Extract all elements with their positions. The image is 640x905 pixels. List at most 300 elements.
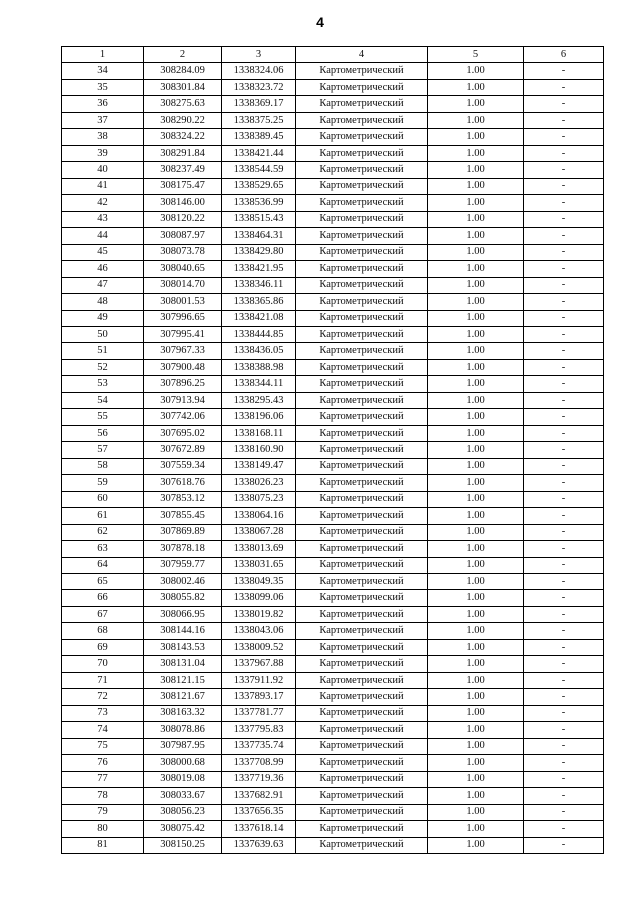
method-cell: Картометрический	[296, 491, 428, 507]
note-cell: -	[524, 211, 604, 227]
point-number-cell: 60	[62, 491, 144, 507]
accuracy-cell: 1.00	[428, 672, 524, 688]
point-number-cell: 43	[62, 211, 144, 227]
method-cell: Картометрический	[296, 705, 428, 721]
x-coordinate-cell: 308121.15	[144, 672, 222, 688]
table-row	[62, 837, 604, 853]
note-cell: -	[524, 738, 604, 754]
accuracy-cell: 1.00	[428, 79, 524, 95]
table-row	[62, 343, 604, 359]
accuracy-cell: 1.00	[428, 656, 524, 672]
note-cell: -	[524, 623, 604, 639]
method-cell: Картометрический	[296, 376, 428, 392]
accuracy-cell: 1.00	[428, 425, 524, 441]
point-number-cell: 64	[62, 557, 144, 573]
x-coordinate-cell: 308075.42	[144, 821, 222, 837]
point-number-cell: 50	[62, 326, 144, 342]
method-cell: Картометрический	[296, 162, 428, 178]
accuracy-cell: 1.00	[428, 211, 524, 227]
point-number-cell: 41	[62, 178, 144, 194]
table-row	[62, 574, 604, 590]
x-coordinate-cell: 307878.18	[144, 541, 222, 557]
accuracy-cell: 1.00	[428, 639, 524, 655]
accuracy-cell: 1.00	[428, 557, 524, 573]
table-row	[62, 359, 604, 375]
point-number-cell: 67	[62, 606, 144, 622]
accuracy-cell: 1.00	[428, 788, 524, 804]
method-cell: Картометрический	[296, 755, 428, 771]
accuracy-cell: 1.00	[428, 722, 524, 738]
accuracy-cell: 1.00	[428, 376, 524, 392]
table-row	[62, 392, 604, 408]
x-coordinate-cell: 307695.02	[144, 425, 222, 441]
x-coordinate-cell: 308291.84	[144, 145, 222, 161]
accuracy-cell: 1.00	[428, 63, 524, 79]
x-coordinate-cell: 307900.48	[144, 359, 222, 375]
point-number-cell: 55	[62, 409, 144, 425]
note-cell: -	[524, 821, 604, 837]
table-row	[62, 442, 604, 458]
point-number-cell: 56	[62, 425, 144, 441]
point-number-cell: 77	[62, 771, 144, 787]
table-row	[62, 310, 604, 326]
note-cell: -	[524, 261, 604, 277]
y-coordinate-cell: 1337719.36	[222, 771, 296, 787]
y-coordinate-cell: 1338149.47	[222, 458, 296, 474]
note-cell: -	[524, 722, 604, 738]
method-cell: Картометрический	[296, 228, 428, 244]
method-cell: Картометрический	[296, 689, 428, 705]
accuracy-cell: 1.00	[428, 326, 524, 342]
y-coordinate-cell: 1338388.98	[222, 359, 296, 375]
table-row	[62, 722, 604, 738]
x-coordinate-cell: 308237.49	[144, 162, 222, 178]
accuracy-cell: 1.00	[428, 145, 524, 161]
table-row	[62, 771, 604, 787]
accuracy-cell: 1.00	[428, 606, 524, 622]
x-coordinate-cell: 308040.65	[144, 261, 222, 277]
method-cell: Картометрический	[296, 821, 428, 837]
note-cell: -	[524, 376, 604, 392]
point-number-cell: 37	[62, 112, 144, 128]
y-coordinate-cell: 1338429.80	[222, 244, 296, 260]
note-cell: -	[524, 705, 604, 721]
table-row	[62, 475, 604, 491]
note-cell: -	[524, 343, 604, 359]
accuracy-cell: 1.00	[428, 755, 524, 771]
method-cell: Картометрический	[296, 442, 428, 458]
x-coordinate-cell: 308144.16	[144, 623, 222, 639]
note-cell: -	[524, 112, 604, 128]
point-number-cell: 78	[62, 788, 144, 804]
y-coordinate-cell: 1337893.17	[222, 689, 296, 705]
method-cell: Картометрический	[296, 771, 428, 787]
x-coordinate-cell: 308324.22	[144, 129, 222, 145]
note-cell: -	[524, 409, 604, 425]
x-coordinate-cell: 308150.25	[144, 837, 222, 853]
method-cell: Картометрический	[296, 425, 428, 441]
x-coordinate-cell: 308033.67	[144, 788, 222, 804]
point-number-cell: 48	[62, 294, 144, 310]
table-row	[62, 211, 604, 227]
accuracy-cell: 1.00	[428, 343, 524, 359]
y-coordinate-cell: 1338049.35	[222, 574, 296, 590]
accuracy-cell: 1.00	[428, 277, 524, 293]
point-number-cell: 76	[62, 755, 144, 771]
note-cell: -	[524, 425, 604, 441]
method-cell: Картометрический	[296, 112, 428, 128]
x-coordinate-cell: 308073.78	[144, 244, 222, 260]
accuracy-cell: 1.00	[428, 804, 524, 820]
note-cell: -	[524, 771, 604, 787]
method-cell: Картометрический	[296, 606, 428, 622]
note-cell: -	[524, 458, 604, 474]
y-coordinate-cell: 1337911.92	[222, 672, 296, 688]
y-coordinate-cell: 1337735.74	[222, 738, 296, 754]
table-row	[62, 228, 604, 244]
table-row	[62, 261, 604, 277]
accuracy-cell: 1.00	[428, 689, 524, 705]
point-number-cell: 62	[62, 524, 144, 540]
accuracy-cell: 1.00	[428, 541, 524, 557]
point-number-cell: 74	[62, 722, 144, 738]
point-number-cell: 45	[62, 244, 144, 260]
table-row	[62, 788, 604, 804]
y-coordinate-cell: 1338160.90	[222, 442, 296, 458]
note-cell: -	[524, 788, 604, 804]
note-cell: -	[524, 277, 604, 293]
column-header: 1	[62, 47, 144, 63]
point-number-cell: 40	[62, 162, 144, 178]
method-cell: Картометрический	[296, 244, 428, 260]
y-coordinate-cell: 1338013.69	[222, 541, 296, 557]
accuracy-cell: 1.00	[428, 112, 524, 128]
point-number-cell: 34	[62, 63, 144, 79]
y-coordinate-cell: 1338043.06	[222, 623, 296, 639]
accuracy-cell: 1.00	[428, 359, 524, 375]
table-row	[62, 541, 604, 557]
note-cell: -	[524, 541, 604, 557]
x-coordinate-cell: 308290.22	[144, 112, 222, 128]
y-coordinate-cell: 1338369.17	[222, 96, 296, 112]
accuracy-cell: 1.00	[428, 475, 524, 491]
point-number-cell: 61	[62, 508, 144, 524]
accuracy-cell: 1.00	[428, 261, 524, 277]
note-cell: -	[524, 491, 604, 507]
note-cell: -	[524, 145, 604, 161]
note-cell: -	[524, 195, 604, 211]
x-coordinate-cell: 307913.94	[144, 392, 222, 408]
method-cell: Картометрический	[296, 145, 428, 161]
point-number-cell: 42	[62, 195, 144, 211]
x-coordinate-cell: 308087.97	[144, 228, 222, 244]
table-row	[62, 63, 604, 79]
table-row	[62, 178, 604, 194]
y-coordinate-cell: 1338375.25	[222, 112, 296, 128]
method-cell: Картометрический	[296, 639, 428, 655]
note-cell: -	[524, 442, 604, 458]
y-coordinate-cell: 1338323.72	[222, 79, 296, 95]
x-coordinate-cell: 308055.82	[144, 590, 222, 606]
point-number-cell: 63	[62, 541, 144, 557]
method-cell: Картометрический	[296, 326, 428, 342]
y-coordinate-cell: 1338365.86	[222, 294, 296, 310]
y-coordinate-cell: 1338515.43	[222, 211, 296, 227]
table-body	[62, 63, 604, 854]
table-row	[62, 705, 604, 721]
x-coordinate-cell: 307967.33	[144, 343, 222, 359]
point-number-cell: 39	[62, 145, 144, 161]
method-cell: Картометрический	[296, 79, 428, 95]
note-cell: -	[524, 837, 604, 853]
point-number-cell: 72	[62, 689, 144, 705]
accuracy-cell: 1.00	[428, 178, 524, 194]
y-coordinate-cell: 1337682.91	[222, 788, 296, 804]
x-coordinate-cell: 307618.76	[144, 475, 222, 491]
x-coordinate-cell: 308078.86	[144, 722, 222, 738]
y-coordinate-cell: 1338196.06	[222, 409, 296, 425]
coordinates-table	[61, 46, 604, 854]
method-cell: Картометрический	[296, 261, 428, 277]
table-row	[62, 294, 604, 310]
table-row	[62, 458, 604, 474]
method-cell: Картометрический	[296, 788, 428, 804]
note-cell: -	[524, 162, 604, 178]
table-row	[62, 112, 604, 128]
y-coordinate-cell: 1337708.99	[222, 755, 296, 771]
method-cell: Картометрический	[296, 409, 428, 425]
y-coordinate-cell: 1338324.06	[222, 63, 296, 79]
method-cell: Картометрический	[296, 458, 428, 474]
header-row	[62, 47, 604, 63]
y-coordinate-cell: 1338436.05	[222, 343, 296, 359]
accuracy-cell: 1.00	[428, 442, 524, 458]
x-coordinate-cell: 308163.32	[144, 705, 222, 721]
y-coordinate-cell: 1338444.85	[222, 326, 296, 342]
accuracy-cell: 1.00	[428, 228, 524, 244]
note-cell: -	[524, 228, 604, 244]
y-coordinate-cell: 1338064.16	[222, 508, 296, 524]
method-cell: Картометрический	[296, 804, 428, 820]
note-cell: -	[524, 639, 604, 655]
y-coordinate-cell: 1338295.43	[222, 392, 296, 408]
point-number-cell: 80	[62, 821, 144, 837]
y-coordinate-cell: 1337795.83	[222, 722, 296, 738]
y-coordinate-cell: 1338421.08	[222, 310, 296, 326]
note-cell: -	[524, 96, 604, 112]
accuracy-cell: 1.00	[428, 195, 524, 211]
x-coordinate-cell: 308001.53	[144, 294, 222, 310]
y-coordinate-cell: 1338421.95	[222, 261, 296, 277]
point-number-cell: 44	[62, 228, 144, 244]
column-header: 2	[144, 47, 222, 63]
x-coordinate-cell: 308143.53	[144, 639, 222, 655]
method-cell: Картометрический	[296, 738, 428, 754]
method-cell: Картометрический	[296, 508, 428, 524]
x-coordinate-cell: 308301.84	[144, 79, 222, 95]
note-cell: -	[524, 475, 604, 491]
y-coordinate-cell: 1337656.35	[222, 804, 296, 820]
point-number-cell: 79	[62, 804, 144, 820]
note-cell: -	[524, 79, 604, 95]
point-number-cell: 49	[62, 310, 144, 326]
point-number-cell: 75	[62, 738, 144, 754]
point-number-cell: 38	[62, 129, 144, 145]
note-cell: -	[524, 244, 604, 260]
point-number-cell: 59	[62, 475, 144, 491]
method-cell: Картометрический	[296, 557, 428, 573]
x-coordinate-cell: 308002.46	[144, 574, 222, 590]
table-row	[62, 606, 604, 622]
accuracy-cell: 1.00	[428, 821, 524, 837]
table-row	[62, 738, 604, 754]
point-number-cell: 66	[62, 590, 144, 606]
accuracy-cell: 1.00	[428, 162, 524, 178]
page-number: 4	[316, 14, 324, 30]
accuracy-cell: 1.00	[428, 129, 524, 145]
accuracy-cell: 1.00	[428, 837, 524, 853]
accuracy-cell: 1.00	[428, 96, 524, 112]
x-coordinate-cell: 307987.95	[144, 738, 222, 754]
method-cell: Картометрический	[296, 310, 428, 326]
table-row	[62, 524, 604, 540]
table-row	[62, 129, 604, 145]
x-coordinate-cell: 308120.22	[144, 211, 222, 227]
y-coordinate-cell: 1338344.11	[222, 376, 296, 392]
note-cell: -	[524, 178, 604, 194]
column-header: 5	[428, 47, 524, 63]
table-row	[62, 162, 604, 178]
note-cell: -	[524, 359, 604, 375]
accuracy-cell: 1.00	[428, 458, 524, 474]
method-cell: Картометрический	[296, 524, 428, 540]
y-coordinate-cell: 1338019.82	[222, 606, 296, 622]
note-cell: -	[524, 606, 604, 622]
x-coordinate-cell: 308121.67	[144, 689, 222, 705]
point-number-cell: 58	[62, 458, 144, 474]
accuracy-cell: 1.00	[428, 294, 524, 310]
table-row	[62, 821, 604, 837]
table-row	[62, 145, 604, 161]
x-coordinate-cell: 308066.95	[144, 606, 222, 622]
y-coordinate-cell: 1337618.14	[222, 821, 296, 837]
point-number-cell: 57	[62, 442, 144, 458]
method-cell: Картометрический	[296, 195, 428, 211]
y-coordinate-cell: 1338026.23	[222, 475, 296, 491]
accuracy-cell: 1.00	[428, 574, 524, 590]
x-coordinate-cell: 308284.09	[144, 63, 222, 79]
note-cell: -	[524, 557, 604, 573]
note-cell: -	[524, 804, 604, 820]
x-coordinate-cell: 307742.06	[144, 409, 222, 425]
accuracy-cell: 1.00	[428, 590, 524, 606]
method-cell: Картометрический	[296, 541, 428, 557]
x-coordinate-cell: 307853.12	[144, 491, 222, 507]
note-cell: -	[524, 524, 604, 540]
x-coordinate-cell: 308014.70	[144, 277, 222, 293]
method-cell: Картометрический	[296, 590, 428, 606]
x-coordinate-cell: 308019.08	[144, 771, 222, 787]
table-row	[62, 425, 604, 441]
x-coordinate-cell: 307855.45	[144, 508, 222, 524]
y-coordinate-cell: 1338031.65	[222, 557, 296, 573]
note-cell: -	[524, 590, 604, 606]
accuracy-cell: 1.00	[428, 705, 524, 721]
point-number-cell: 53	[62, 376, 144, 392]
x-coordinate-cell: 307869.89	[144, 524, 222, 540]
method-cell: Картометрический	[296, 672, 428, 688]
method-cell: Картометрический	[296, 343, 428, 359]
method-cell: Картометрический	[296, 722, 428, 738]
accuracy-cell: 1.00	[428, 491, 524, 507]
method-cell: Картометрический	[296, 129, 428, 145]
table-row	[62, 590, 604, 606]
y-coordinate-cell: 1338075.23	[222, 491, 296, 507]
y-coordinate-cell: 1337967.88	[222, 656, 296, 672]
x-coordinate-cell: 307559.34	[144, 458, 222, 474]
column-header: 3	[222, 47, 296, 63]
y-coordinate-cell: 1337639.63	[222, 837, 296, 853]
point-number-cell: 69	[62, 639, 144, 655]
method-cell: Картометрический	[296, 211, 428, 227]
table-row	[62, 195, 604, 211]
y-coordinate-cell: 1338529.65	[222, 178, 296, 194]
x-coordinate-cell: 308000.68	[144, 755, 222, 771]
y-coordinate-cell: 1338009.52	[222, 639, 296, 655]
table-row	[62, 79, 604, 95]
note-cell: -	[524, 326, 604, 342]
point-number-cell: 65	[62, 574, 144, 590]
method-cell: Картометрический	[296, 392, 428, 408]
y-coordinate-cell: 1338168.11	[222, 425, 296, 441]
table-row	[62, 508, 604, 524]
table-row	[62, 326, 604, 342]
point-number-cell: 51	[62, 343, 144, 359]
note-cell: -	[524, 392, 604, 408]
note-cell: -	[524, 755, 604, 771]
table-row	[62, 623, 604, 639]
x-coordinate-cell: 307896.25	[144, 376, 222, 392]
method-cell: Картометрический	[296, 574, 428, 590]
method-cell: Картометрический	[296, 63, 428, 79]
x-coordinate-cell: 307996.65	[144, 310, 222, 326]
x-coordinate-cell: 308175.47	[144, 178, 222, 194]
method-cell: Картометрический	[296, 294, 428, 310]
note-cell: -	[524, 310, 604, 326]
y-coordinate-cell: 1338389.45	[222, 129, 296, 145]
x-coordinate-cell: 308275.63	[144, 96, 222, 112]
y-coordinate-cell: 1338067.28	[222, 524, 296, 540]
table-row	[62, 689, 604, 705]
point-number-cell: 46	[62, 261, 144, 277]
point-number-cell: 70	[62, 656, 144, 672]
y-coordinate-cell: 1338421.44	[222, 145, 296, 161]
note-cell: -	[524, 63, 604, 79]
accuracy-cell: 1.00	[428, 738, 524, 754]
method-cell: Картометрический	[296, 96, 428, 112]
x-coordinate-cell: 307959.77	[144, 557, 222, 573]
column-header: 6	[524, 47, 604, 63]
table-row	[62, 639, 604, 655]
y-coordinate-cell: 1338464.31	[222, 228, 296, 244]
point-number-cell: 54	[62, 392, 144, 408]
point-number-cell: 73	[62, 705, 144, 721]
table-row	[62, 557, 604, 573]
table-row	[62, 376, 604, 392]
y-coordinate-cell: 1338099.06	[222, 590, 296, 606]
method-cell: Картометрический	[296, 837, 428, 853]
x-coordinate-cell: 307995.41	[144, 326, 222, 342]
